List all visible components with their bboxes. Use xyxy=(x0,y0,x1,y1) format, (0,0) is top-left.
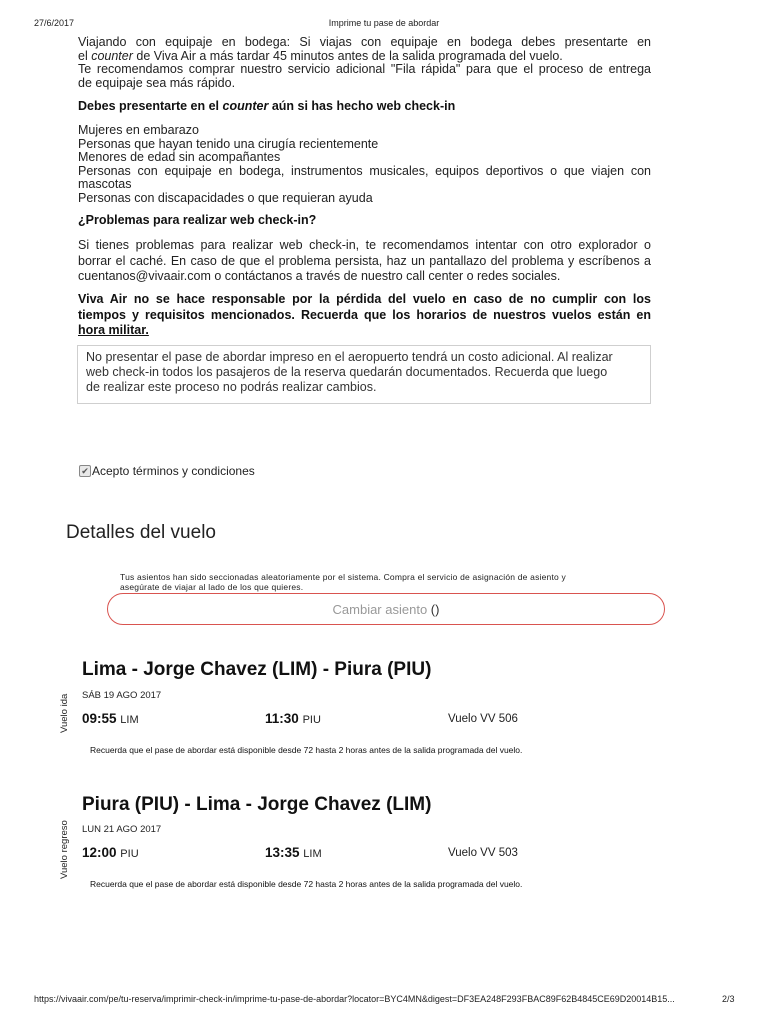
outbound-reminder: Recuerda que el pase de abordar está disponible desde 72 hasta 2 horas antes de la salida programada del vuelo. xyxy=(90,745,523,755)
baggage-line-2-pre: el xyxy=(78,48,92,63)
print-title: Imprime tu pase de abordar xyxy=(328,18,440,28)
outbound-arr-time: 11:30 xyxy=(265,711,299,726)
disclaimer-paragraph xyxy=(78,292,651,339)
baggage-line-2 xyxy=(78,50,651,64)
outbound-side-label: Vuelo ida xyxy=(59,693,70,733)
notice-line-3: de realizar este proceso no podrás realizar cambios. xyxy=(86,380,377,394)
return-departure xyxy=(82,845,139,860)
return-dep-time: 12:00 xyxy=(82,845,117,860)
notice-line-1: No presentar el pase de abordar impreso en el aeropuerto tendrá un costo adicional. Al realizar xyxy=(86,350,613,364)
outbound-arr-code: PIU xyxy=(302,714,321,726)
baggage-line-1: Viajando con equipaje en bodega: Si viajas con equipaje en bodega debes presentarte en xyxy=(78,35,651,49)
flight-details-title: Detalles del vuelo xyxy=(66,522,216,543)
outbound-flight-number: Vuelo VV 506 xyxy=(448,713,518,725)
baggage-line-4: de equipaje sea más rápido. xyxy=(78,75,236,90)
problems-paragraph xyxy=(78,238,651,285)
outbound-dep-time: 09:55 xyxy=(82,711,117,726)
return-arr-code: LIM xyxy=(303,848,322,860)
counter-item: Menores de edad sin acompañantes xyxy=(78,150,281,164)
seat-note-line-1: Tus asientos han sido seccionadas aleatoriamente por el sistema. Compra el servicio de asignación de asiento y xyxy=(120,572,566,582)
outbound-date: SÁB 19 AGO 2017 xyxy=(82,690,162,701)
counter-item: Mujeres en embarazo xyxy=(78,123,199,137)
baggage-counter-em: counter xyxy=(91,48,133,63)
counter-item: mascotas xyxy=(78,177,132,191)
outbound-route: Lima - Jorge Chavez (LIM) - Piura (PIU) xyxy=(82,659,432,680)
counter-item: Personas que hayan tenido una cirugía recientemente xyxy=(78,136,379,151)
outbound-arrival xyxy=(265,711,321,726)
seat-note-line-2: asegúrate de viajar al lado de los que quieres. xyxy=(120,582,304,592)
problems-line-3: cuentanos@vivaair.com o contáctanos a través de nuestro call center o redes sociales. xyxy=(78,269,561,283)
return-flight-number: Vuelo VV 503 xyxy=(448,847,518,859)
problems-line-1: Si tienes problemas para realizar web check-in, te recomendamos intentar con otro explorador o xyxy=(78,238,651,252)
disclaimer-line-2: tiempos y requisitos mencionados. Recuerda que los horarios de nuestros vuelos están en xyxy=(78,307,651,322)
military-time-link[interactable]: hora militar. xyxy=(78,323,149,337)
change-seat-label: Cambiar asiento xyxy=(332,602,428,617)
outbound-departure xyxy=(82,711,139,726)
counter-heading-post: aún si has hecho web check-in xyxy=(268,99,456,113)
counter-heading xyxy=(78,100,651,114)
return-side-label: Vuelo regreso xyxy=(59,820,70,879)
counter-item: Personas con equipaje en bodega, instrumentos musicales, equipos deportivos o que viajen con xyxy=(78,163,651,178)
baggage-line-3: Te recomendamos comprar nuestro servicio adicional "Fila rápida" para que el proceso de entrega xyxy=(78,62,651,76)
terms-label[interactable]: Acepto términos y condiciones xyxy=(92,464,255,478)
notice-box xyxy=(77,345,651,404)
return-reminder: Recuerda que el pase de abordar está disponible desde 72 hasta 2 horas antes de la salida programada del vuelo. xyxy=(90,879,523,889)
print-date: 27/6/2017 xyxy=(34,18,75,28)
outbound-dep-code: LIM xyxy=(120,714,139,726)
notice-line-2: web check-in todos los pasajeros de la reserva quedarán documentados. Recuerda que luego xyxy=(86,365,608,379)
terms-checkbox[interactable]: ✔ xyxy=(79,465,91,477)
change-seat-button[interactable] xyxy=(107,593,665,625)
return-route: Piura (PIU) - Lima - Jorge Chavez (LIM) xyxy=(82,794,432,815)
return-dep-code: PIU xyxy=(120,848,139,860)
return-date: LUN 21 AGO 2017 xyxy=(82,824,162,835)
problems-line-2: borrar el caché. En caso de que el problema persista, haz un pantallazo del problema y escríbenos a xyxy=(78,253,651,268)
problems-heading: ¿Problemas para realizar web check-in? xyxy=(78,213,317,227)
disclaimer-line-1: Viva Air no se hace responsable por la pérdida del vuelo en caso de no cumplir con los xyxy=(78,292,651,306)
change-seat-value: () xyxy=(430,602,440,617)
baggage-line-2-post: de Viva Air a más tardar 45 minutos antes de la salida programada del vuelo. xyxy=(132,48,563,63)
return-arrival xyxy=(265,845,322,860)
footer-page: 2/3 xyxy=(722,994,735,1004)
footer-url[interactable]: https://vivaair.com/pe/tu-reserva/imprimir-check-in/imprime-tu-pase-de-abordar?locator=BYC4MN&digest=DF3EA248F293FBAC89F62B4845CE69D20014B15... xyxy=(34,994,675,1004)
counter-heading-em: counter xyxy=(222,99,269,113)
seat-note xyxy=(120,572,650,592)
counter-item: Personas con discapacidades o que requieran ayuda xyxy=(78,190,373,205)
counter-list xyxy=(78,124,651,205)
counter-heading-pre: Debes presentarte en el xyxy=(78,99,223,113)
return-arr-time: 13:35 xyxy=(265,845,300,860)
baggage-paragraph xyxy=(78,36,651,90)
